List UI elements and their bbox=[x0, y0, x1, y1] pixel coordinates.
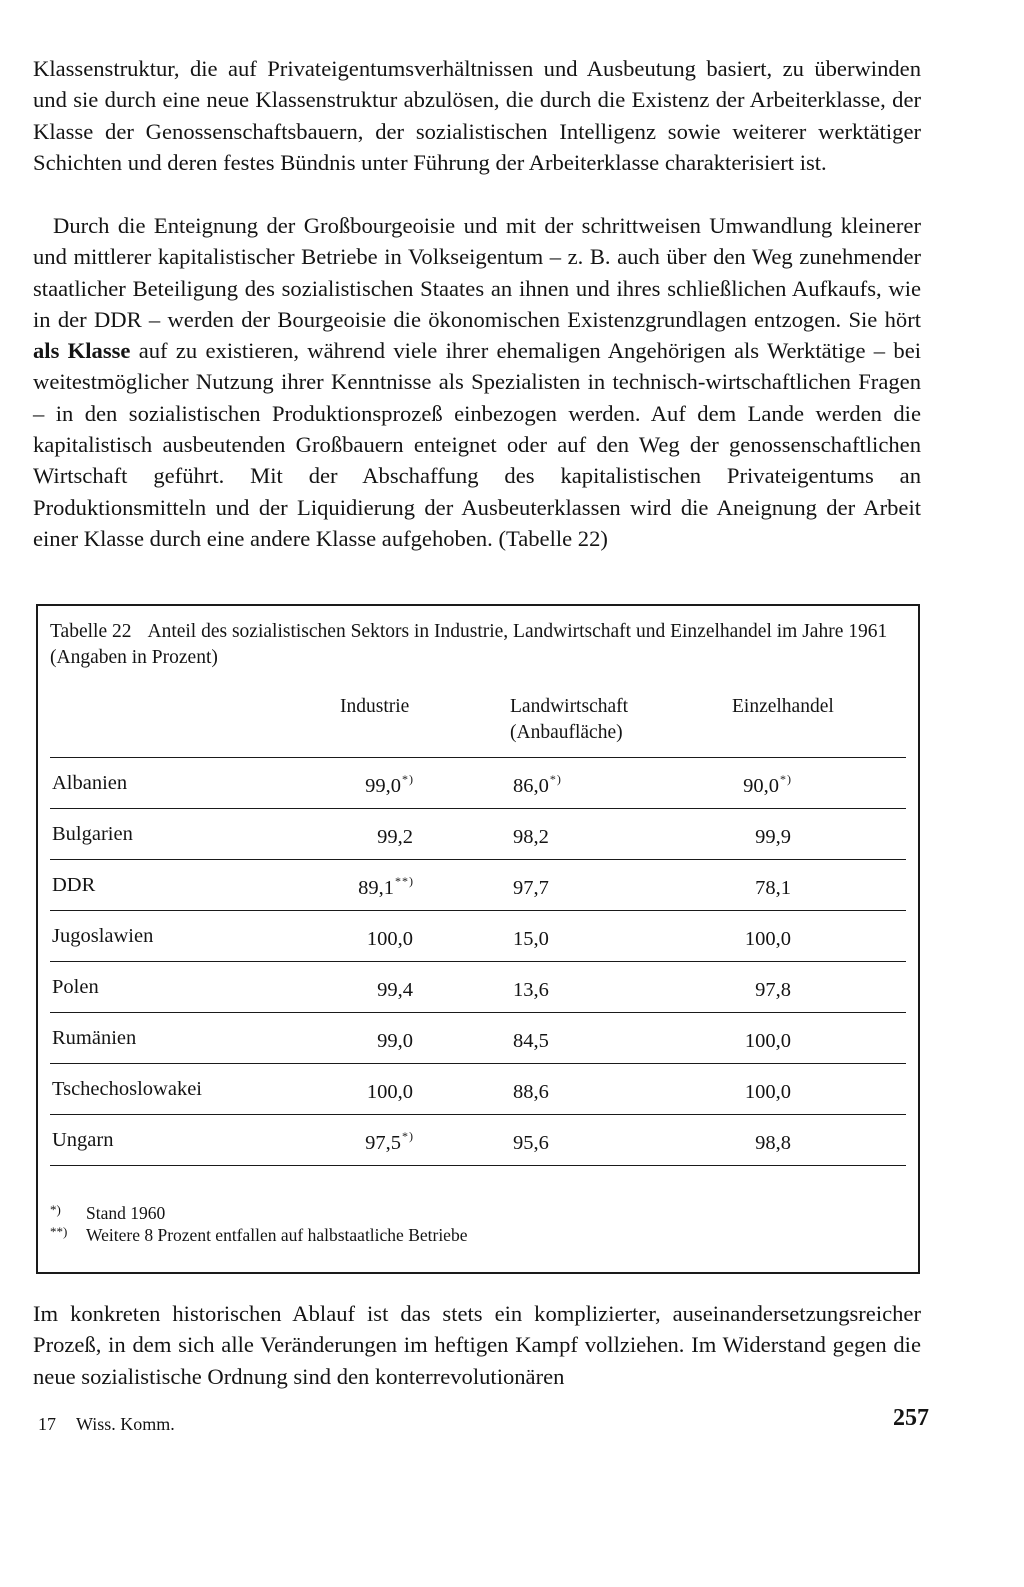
cell-country: Albanien bbox=[52, 772, 128, 794]
body-paragraph-3: Im konkreten historischen Ablauf ist das stets ein komplizierter, auseinandersetzungsreicher Prozeß, in dem sich alle Veränderungen im heftigen Kampf vollziehen. Im Widerstand gegen die neue sozialistische Ordnung sind den konterrevolutionären bbox=[33, 1301, 921, 1389]
signature-number: 17 bbox=[38, 1414, 56, 1434]
cell-industrie: 100,0 bbox=[366, 928, 413, 950]
table-title: Anteil des sozialistischen Sektors in Industrie, Landwirtschaft und Einzelhandel im Jahre 1961 (Angaben in Prozent) bbox=[50, 621, 888, 668]
footnote-ref: *) bbox=[402, 1129, 414, 1143]
cell-landwirtschaft: 84,5 bbox=[513, 1030, 549, 1052]
table-row bbox=[50, 860, 906, 910]
cell-industrie: 99,4 bbox=[377, 979, 413, 1001]
statistics-table-box bbox=[36, 604, 920, 1274]
cell-country: Jugoslawien bbox=[52, 925, 154, 947]
cell-landwirtschaft: 95,6 bbox=[513, 1132, 549, 1154]
footnote-ref: *) bbox=[780, 772, 792, 786]
table-footnote-2 bbox=[50, 1221, 467, 1246]
cell-einzelhandel: 100,0 bbox=[744, 928, 791, 950]
footnote-text: Weitere 8 Prozent entfallen auf halbstaatliche Betriebe bbox=[86, 1225, 468, 1245]
footnote-ref: **) bbox=[395, 874, 414, 888]
cell-landwirtschaft: 13,6 bbox=[513, 979, 549, 1001]
table-label: Tabelle 22 bbox=[50, 621, 132, 642]
cell-landwirtschaft: 98,2 bbox=[513, 826, 549, 848]
column-header-industrie: Industrie bbox=[340, 696, 410, 717]
cell-einzelhandel: 98,8 bbox=[755, 1132, 791, 1154]
cell-country: Polen bbox=[52, 976, 99, 998]
cell-landwirtschaft: 97,7 bbox=[513, 877, 549, 899]
table-row bbox=[50, 758, 906, 808]
cell-landwirtschaft: 88,6 bbox=[513, 1081, 549, 1103]
cell-industrie: 99,2 bbox=[377, 826, 413, 848]
cell-industrie: 99,0 bbox=[377, 1030, 413, 1052]
signature-line bbox=[38, 1414, 175, 1435]
cell-landwirtschaft: 86,0*) bbox=[513, 772, 562, 797]
table-row bbox=[50, 1115, 906, 1165]
cell-einzelhandel: 99,9 bbox=[755, 826, 791, 848]
paragraph-2-text-b: auf zu existieren, während viele ihrer ehemaligen Angehörigen als Werktätige – bei weitestmöglicher Nutzung ihrer Kenntnisse als Spezialisten in technisch-wirtschaftlichen Fragen – in den sozialistischen Produktionsprozeß einbezogen werden. Auf dem Lande werden die kapitalistisch ausbeutenden Großbauern enteignet oder auf den Weg der genossenschaftlichen Wirtschaft geführt. Mit der Abschaffung des kapitalistischen Privateigentums an Produktionsmitteln und der Liquidierung der Ausbeuterklassen wird die Aneignung der Arbeit einer Klasse durch eine andere Klasse aufgehoben. (Tabelle 22) bbox=[33, 338, 921, 551]
cell-industrie: 97,5*) bbox=[365, 1129, 414, 1154]
table-row bbox=[50, 1064, 906, 1114]
cell-industrie: 100,0 bbox=[366, 1081, 413, 1103]
table-row bbox=[50, 962, 906, 1012]
cell-einzelhandel: 100,0 bbox=[744, 1081, 791, 1103]
cell-einzelhandel: 100,0 bbox=[744, 1030, 791, 1052]
cell-einzelhandel: 97,8 bbox=[755, 979, 791, 1001]
cell-country: Tschechoslowakei bbox=[52, 1078, 202, 1100]
column-header-landwirtschaft-line1: Landwirtschaft bbox=[510, 696, 629, 717]
footnote-mark: *) bbox=[50, 1202, 61, 1217]
footnote-mark: **) bbox=[50, 1224, 68, 1239]
cell-country: Ungarn bbox=[52, 1129, 114, 1151]
cell-industrie: 99,0*) bbox=[365, 772, 414, 797]
body-paragraph-2 bbox=[33, 210, 921, 554]
column-header-landwirtschaft-line2: (Anbaufläche) bbox=[510, 722, 623, 743]
table-row bbox=[50, 809, 906, 859]
cell-industrie: 89,1**) bbox=[358, 874, 414, 899]
column-header-landwirtschaft bbox=[510, 694, 628, 746]
table-rule bbox=[50, 1165, 906, 1166]
cell-country: Rumänien bbox=[52, 1027, 137, 1049]
footnote-ref: *) bbox=[549, 772, 562, 786]
table-row bbox=[50, 1013, 906, 1063]
column-header-einzelhandel: Einzelhandel bbox=[732, 696, 834, 717]
footnote-ref: *) bbox=[402, 772, 414, 786]
body-paragraph-1: Klassenstruktur, die auf Privateigentumsverhältnissen und Ausbeutung basiert, zu überwinden und sie durch eine neue Klassenstruktur abzulösen, die durch die Existenz der Arbeiterklasse, der Klasse der Genossenschaftsbauern, der sozialistischen Intelligenz sowie weiterer werktätiger Schichten und deren festes Bündnis unter Führung der Arbeiterklasse charakterisiert ist. bbox=[33, 56, 921, 175]
cell-einzelhandel: 78,1 bbox=[755, 877, 791, 899]
paragraph-2-text-a: Durch die Enteignung der Großbourgeoisie und mit der schrittweisen Umwandlung kleinerer und mittlerer kapitalistischer Betriebe in Volkseigentum – z. B. auch über den Weg zunehmender staatlicher Beteiligung des sozialistischen Staates an ihnen und ihres schließlichen Aufkaufs, wie in der DDR – werden der Bourgeoisie die ökonomischen Existenzgrundlagen entzogen. Sie hört bbox=[33, 213, 921, 332]
page-number: 257 bbox=[893, 1405, 929, 1431]
table-row bbox=[50, 911, 906, 961]
table-caption bbox=[50, 619, 910, 671]
cell-landwirtschaft: 15,0 bbox=[513, 928, 549, 950]
cell-country: DDR bbox=[52, 874, 96, 896]
cell-country: Bulgarien bbox=[52, 823, 133, 845]
cell-einzelhandel: 90,0*) bbox=[743, 772, 792, 797]
footnote-text: Stand 1960 bbox=[86, 1203, 166, 1223]
paragraph-2-emphasis: als Klasse bbox=[33, 338, 131, 364]
signature-text: Wiss. Komm. bbox=[76, 1414, 175, 1434]
